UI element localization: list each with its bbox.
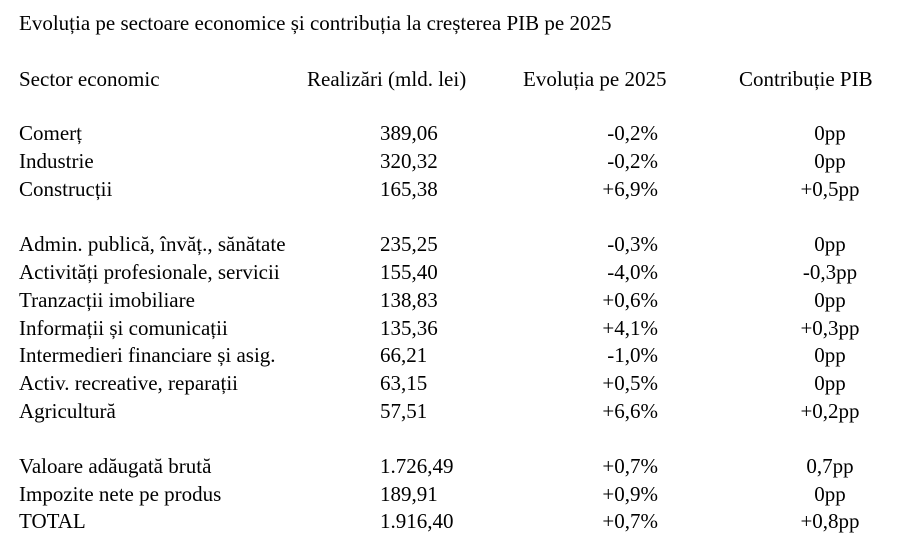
sector-cell: Impozite nete pe produs (19, 482, 222, 506)
contributie-cell: +0,8pp (800, 509, 860, 533)
sector-cell: Activități profesionale, servicii (19, 260, 280, 284)
table-row (0, 315, 924, 341)
evolutia-cell: -0,2% (607, 121, 658, 145)
table-row (0, 481, 924, 507)
sector-cell: Admin. publică, învăț., sănătate (19, 232, 286, 256)
column-header-evolutia: Evoluția pe 2025 (523, 67, 667, 91)
evolutia-cell: +0,6% (602, 288, 658, 312)
table-row (0, 148, 924, 174)
table-row (0, 287, 924, 313)
realizari-cell: 1.916,40 (380, 509, 454, 533)
evolutia-cell: -0,2% (607, 149, 658, 173)
realizari-cell: 320,32 (380, 149, 438, 173)
contributie-cell: 0pp (814, 371, 846, 395)
realizari-cell: 235,25 (380, 232, 438, 256)
contributie-cell: 0pp (814, 482, 846, 506)
table-row (0, 120, 924, 146)
column-header-realizari: Realizări (mld. lei) (307, 67, 467, 91)
table-row (0, 453, 924, 479)
evolutia-cell: +0,9% (602, 482, 658, 506)
sector-cell: Agricultură (19, 399, 116, 423)
evolutia-cell: +6,6% (602, 399, 658, 423)
contributie-cell: -0,3pp (802, 260, 858, 284)
page-title: Evoluția pe sectoare economice și contribuția la creșterea PIB pe 2025 (19, 11, 612, 35)
contributie-cell: 0pp (814, 288, 846, 312)
evolutia-cell: -4,0% (607, 260, 658, 284)
evolutia-cell: +0,7% (602, 454, 658, 478)
contributie-cell: 0pp (814, 232, 846, 256)
contributie-cell: 0pp (814, 343, 846, 367)
realizari-cell: 155,40 (380, 260, 438, 284)
table-row (0, 398, 924, 424)
realizari-cell: 66,21 (380, 343, 428, 367)
sector-cell: TOTAL (19, 509, 86, 533)
evolutia-cell: -0,3% (607, 232, 658, 256)
sector-cell: Tranzacții imobiliare (19, 288, 195, 312)
table-row (0, 259, 924, 285)
realizari-cell: 189,91 (380, 482, 438, 506)
table-row (0, 370, 924, 396)
sector-cell: Valoare adăugată brută (19, 454, 212, 478)
realizari-cell: 1.726,49 (380, 454, 454, 478)
evolutia-cell: -1,0% (607, 343, 658, 367)
sector-cell: Comerț (19, 121, 82, 145)
realizari-cell: 63,15 (380, 371, 428, 395)
sector-cell: Construcții (19, 177, 113, 201)
contributie-cell: +0,2pp (800, 399, 860, 423)
table-row (0, 176, 924, 202)
realizari-cell: 389,06 (380, 121, 438, 145)
contributie-cell: 0,7pp (806, 454, 854, 478)
evolutia-cell: +4,1% (602, 316, 658, 340)
contributie-cell: +0,3pp (800, 316, 860, 340)
table-row (0, 342, 924, 368)
sector-cell: Informații și comunicații (19, 316, 228, 340)
contributie-cell: 0pp (814, 121, 846, 145)
realizari-cell: 57,51 (380, 399, 428, 423)
sector-cell: Intermedieri financiare și asig. (19, 343, 276, 367)
evolutia-cell: +6,9% (602, 177, 658, 201)
table-row (0, 508, 924, 534)
table-row (0, 231, 924, 257)
realizari-cell: 138,83 (380, 288, 438, 312)
contributie-cell: +0,5pp (800, 177, 860, 201)
sector-cell: Industrie (19, 149, 94, 173)
evolutia-cell: +0,7% (602, 509, 658, 533)
sector-cell: Activ. recreative, reparații (19, 371, 239, 395)
column-header-contributie: Contribuție PIB (739, 67, 873, 91)
evolutia-cell: +0,5% (602, 371, 658, 395)
table-header (0, 66, 924, 92)
contributie-cell: 0pp (814, 149, 846, 173)
realizari-cell: 165,38 (380, 177, 438, 201)
realizari-cell: 135,36 (380, 316, 438, 340)
column-header-sector: Sector economic (19, 67, 160, 91)
